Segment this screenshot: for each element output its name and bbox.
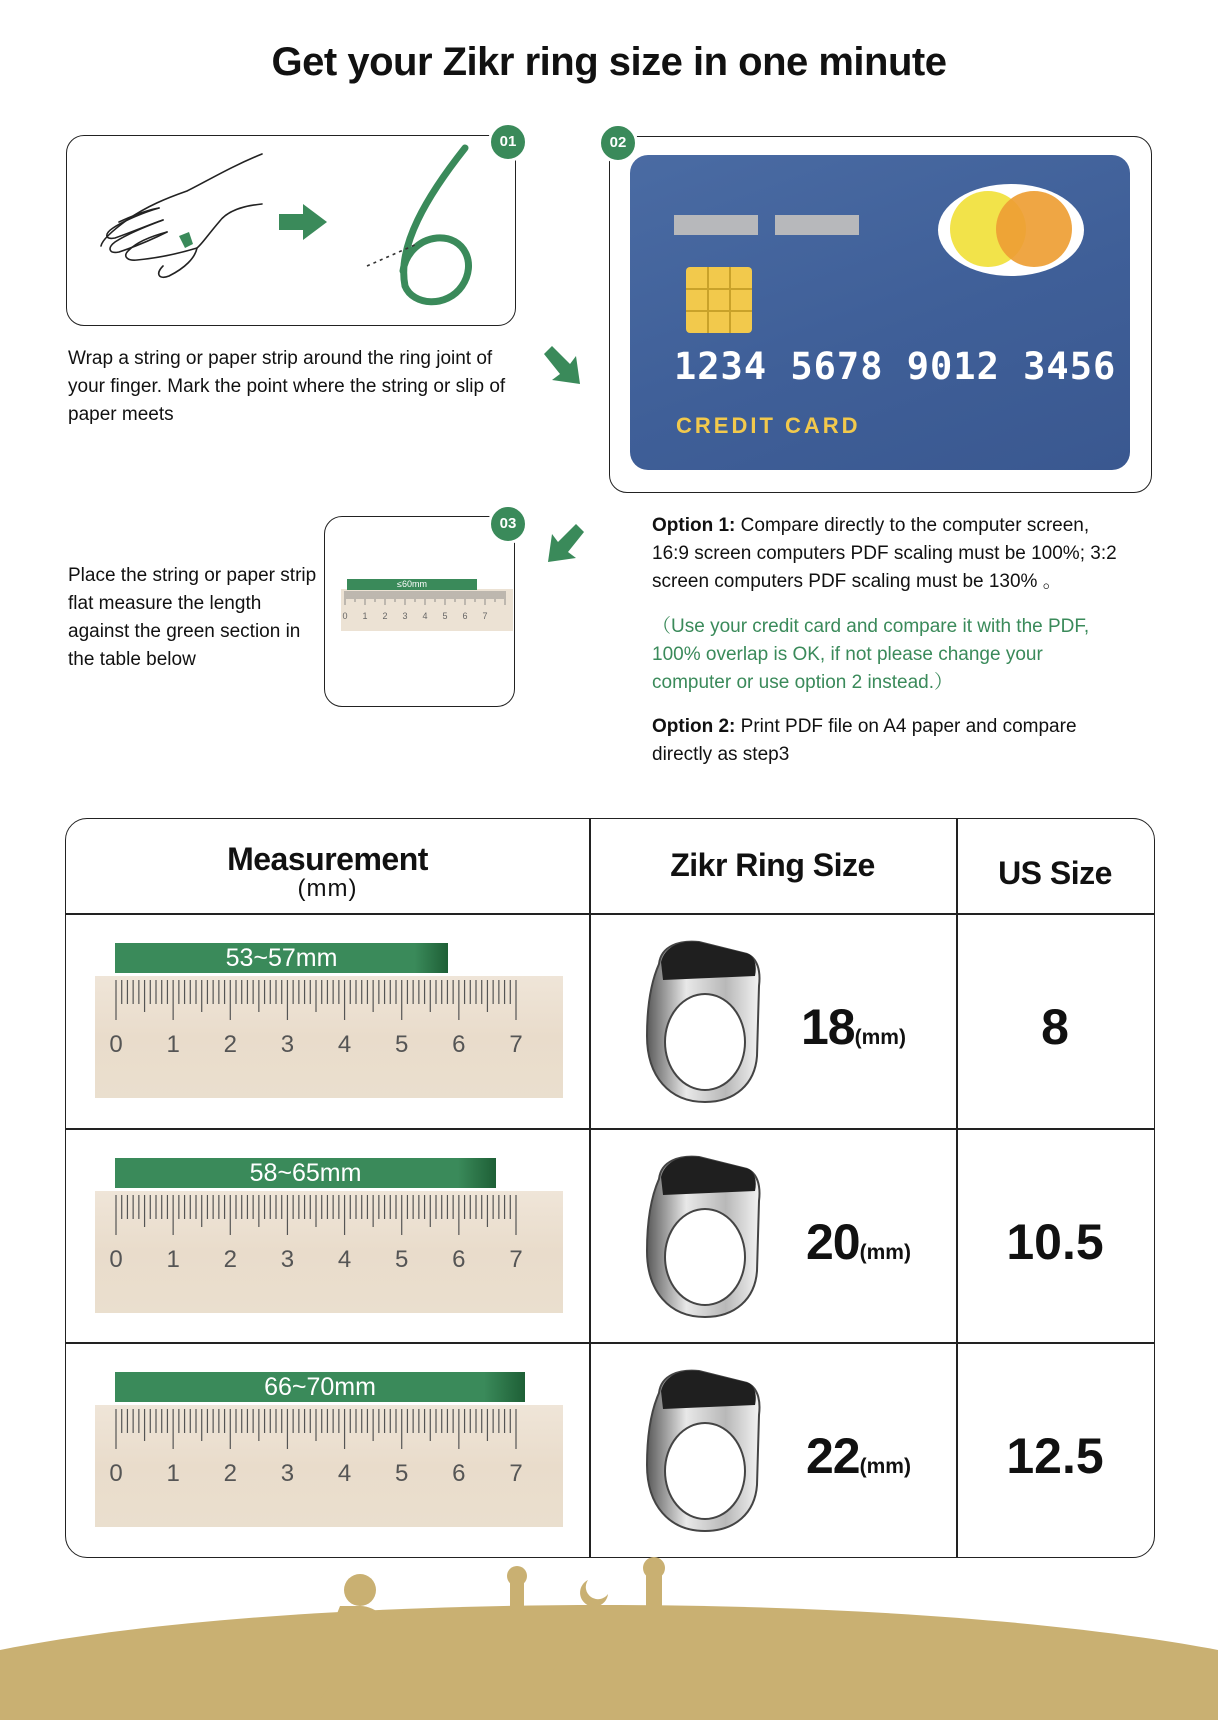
ruler-digit: 7 (509, 1031, 523, 1058)
ruler-digit: 4 (337, 1246, 352, 1273)
step-01-text: Wrap a string or paper strip around the ring joint of your finger. Mark the point where the string or slip of paper meets (68, 348, 506, 425)
zikr-ring-size (806, 1427, 911, 1485)
zikr-ring-size (806, 1213, 911, 1271)
card-chip-icon (686, 267, 752, 333)
mini-ruler-digit: 7 (482, 611, 488, 621)
ruler-digit: 2 (223, 1031, 237, 1058)
option-1 (652, 512, 1122, 596)
ruler-digit: 1 (166, 1246, 180, 1273)
zikr-ring-icon (639, 1151, 769, 1321)
mini-ruler-digit: 4 (422, 611, 428, 621)
size-table (65, 818, 1155, 1558)
option-2-label: Option 2: (652, 716, 736, 737)
option-1-text: Compare directly to the computer screen, 16:9 screen computers PDF scaling must be 100%; 3:2 screen computers PDF scaling must be 130% 。 (652, 515, 1117, 592)
mini-ruler-digit: 0 (342, 611, 348, 621)
mini-ruler-digit: 1 (362, 611, 368, 621)
ruler-digit: 5 (395, 1031, 409, 1058)
us-size-value: 12.5 (1006, 1428, 1104, 1484)
ruler-digit: 3 (280, 1031, 295, 1058)
mini-ruler-digit: 5 (442, 611, 448, 621)
ruler-digit: 4 (337, 1031, 352, 1058)
step-03-illustration (324, 516, 515, 707)
mini-bar-label: ≤60mm (397, 579, 427, 589)
mosque-silhouette-decoration (0, 1550, 1218, 1720)
ruler-image (95, 1191, 563, 1313)
measurement-range-label: 58~65mm (249, 1159, 362, 1187)
option-note: （Use your credit card and compare it with the PDF, 100% overlap is OK, if not please change your computer or use option 2 instead.） (652, 616, 1090, 693)
ring-size-unit: (mm) (859, 1455, 911, 1478)
mini-ruler-digit: 3 (402, 611, 408, 621)
card-bar-2 (775, 215, 859, 235)
option-2-text: Print PDF file on A4 paper and compare directly as step3 (652, 716, 1077, 765)
header-measurement-unit: (mm) (297, 875, 358, 902)
ruler-digit: 6 (452, 1246, 466, 1273)
credit-card-illustration (630, 155, 1130, 470)
ruler-digit: 6 (452, 1460, 466, 1487)
mini-ruler-digit: 2 (382, 611, 388, 621)
card-number: 1234 5678 9012 3456 (674, 345, 1117, 388)
ruler-digit: 5 (395, 1460, 409, 1487)
step-01-badge: 01 (488, 122, 528, 162)
mini-ruler-digit: 6 (462, 611, 468, 621)
option-2 (652, 713, 1122, 769)
zikr-ring-size (801, 998, 906, 1056)
us-size-value: 10.5 (1006, 1214, 1104, 1270)
zikr-ring-icon (639, 936, 769, 1106)
option-1-label: Option 1: (652, 515, 736, 536)
us-size-value: 8 (1041, 999, 1069, 1055)
measurement-range-bar (115, 1158, 496, 1188)
ruler-digit: 3 (280, 1460, 295, 1487)
ruler-digit: 6 (452, 1031, 466, 1058)
card-logo-icon (936, 180, 1086, 280)
ruler-digit: 2 (223, 1460, 237, 1487)
ruler-digit: 5 (395, 1246, 409, 1273)
arrow-down-left-icon (538, 520, 588, 570)
ring-size-unit: (mm) (859, 1241, 911, 1264)
ruler-digit: 3 (280, 1246, 295, 1273)
step-03-badge: 03 (488, 504, 528, 544)
ruler-digit: 0 (109, 1031, 123, 1058)
ruler-image (95, 1405, 563, 1527)
ruler-digit: 4 (337, 1460, 352, 1487)
header-measurement: Measurement (227, 841, 428, 877)
measurement-range-label: 66~70mm (264, 1373, 376, 1401)
arrow-down-right-icon (540, 342, 590, 392)
card-bar-1 (674, 215, 758, 235)
mini-ruler (341, 589, 513, 631)
ruler-digit: 1 (166, 1460, 180, 1487)
zikr-ring-icon (639, 1365, 769, 1535)
ruler-digit: 0 (109, 1460, 123, 1487)
header-zikr-size: Zikr Ring Size (670, 847, 875, 883)
hand-string-icon (67, 136, 517, 327)
ruler-digit: 7 (509, 1460, 523, 1487)
ring-size-value: 18 (801, 999, 855, 1055)
step-01-illustration (66, 135, 516, 326)
header-us-size: US Size (998, 855, 1112, 891)
mini-green-bar (347, 579, 477, 590)
card-label: CREDIT CARD (676, 413, 861, 438)
ruler-digit: 7 (509, 1246, 523, 1273)
ruler-digit: 2 (223, 1246, 237, 1273)
measurement-range-bar (115, 1372, 525, 1402)
step-02-badge: 02 (598, 123, 638, 163)
ring-size-value: 22 (806, 1428, 860, 1484)
ruler-digit: 0 (109, 1246, 123, 1273)
measurement-range-bar (115, 943, 448, 973)
step-03-text: Place the string or paper strip flat measure the length against the green section in the table below (68, 565, 317, 670)
measurement-range-label: 53~57mm (225, 944, 338, 972)
page-title: Get your Zikr ring size in one minute (271, 40, 947, 84)
ruler-digit: 1 (166, 1031, 180, 1058)
ring-size-unit: (mm) (854, 1026, 906, 1049)
ring-size-value: 20 (806, 1214, 860, 1270)
ruler-image (95, 976, 563, 1098)
